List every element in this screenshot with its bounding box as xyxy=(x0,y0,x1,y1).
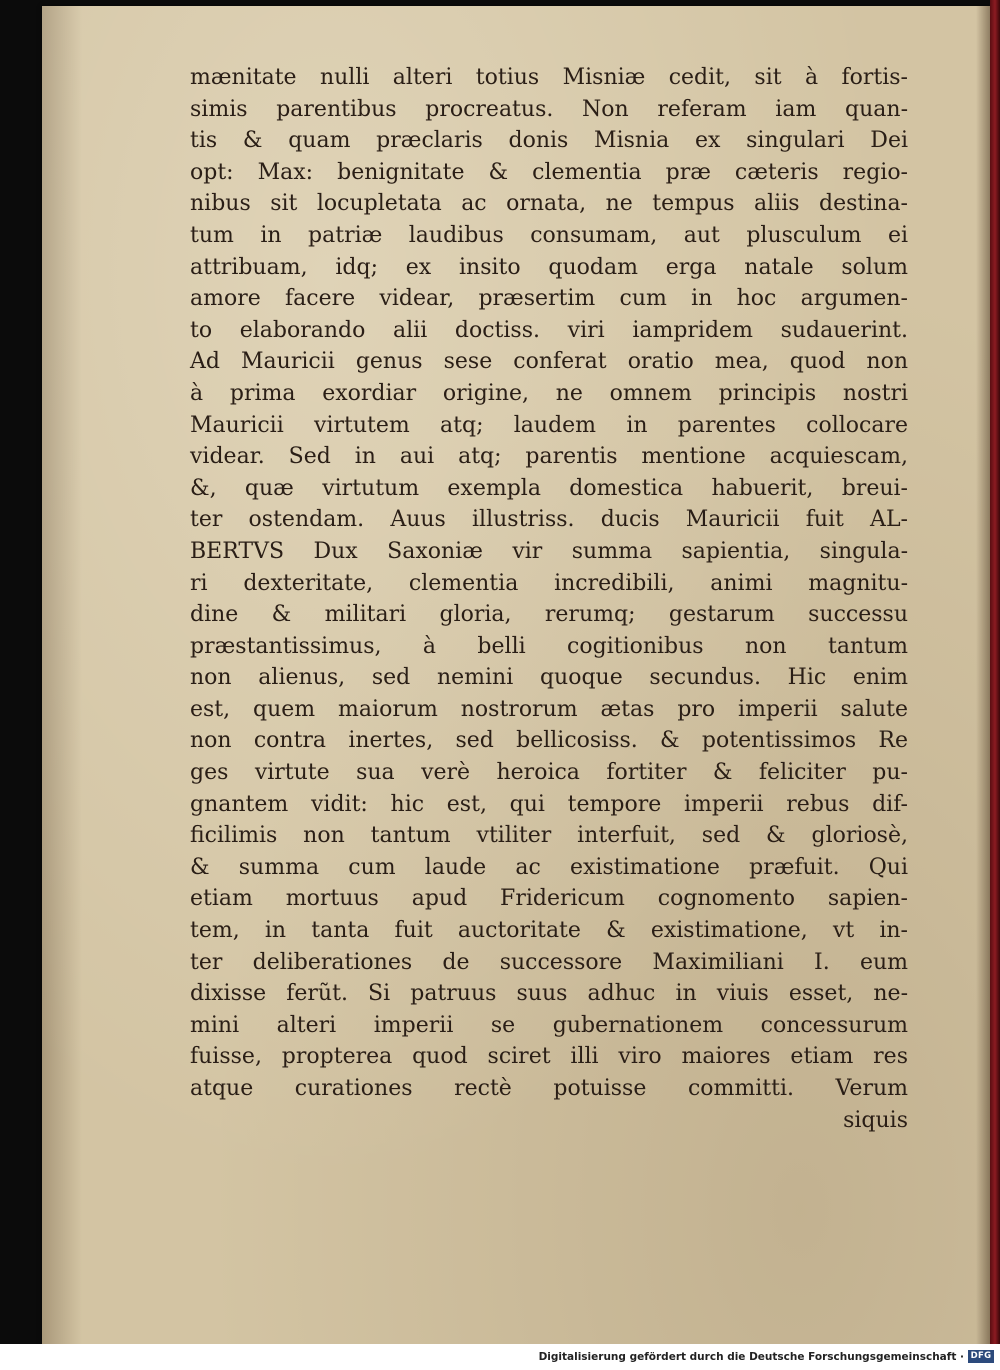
text-line-19: præstantissimus, à belli cogitionibus non tantum xyxy=(190,633,908,659)
text-line-11: à prima exordiar origine, ne omnem principis nostri xyxy=(190,380,908,406)
text-line-18: dine & militari gloria, rerumq; gestarum successu xyxy=(190,602,908,628)
text-line-20: non alienus, sed nemini quoque secundus. Hic enim xyxy=(190,665,908,691)
text-line-17: ri dexteritate, clementia incredibili, animi magnitu- xyxy=(190,570,908,596)
text-line-6: tum in patriæ laudibus consumam, aut plusculum ei xyxy=(190,222,908,248)
digitization-footer xyxy=(0,1344,1000,1370)
text-line-8: amore facere videar, præsertim cum in hoc argumen- xyxy=(190,286,908,312)
text-line-29: ter deliberationes de successore Maximiliani I. eum xyxy=(190,949,908,975)
page-text xyxy=(190,62,908,1136)
text-line-4: opt: Max: benignitate & clementia præ cæteris regio- xyxy=(190,159,908,185)
text-line-28: tem, in tanta fuit auctoritate & existimatione, vt in- xyxy=(190,918,908,944)
text-line-23: ges virtute sua verè heroica fortiter & feliciter pu- xyxy=(190,760,908,786)
book-binding-edge xyxy=(990,0,1000,1344)
text-line-33: atque curationes rectè potuisse committi. Verum xyxy=(190,1076,908,1101)
text-line-32: fuisse, propterea quod sciret illi viro maiores etiam res xyxy=(190,1044,908,1070)
text-line-1: mænitate nulli alteri totius Misniæ cedit, sit à fortis- xyxy=(190,65,908,90)
text-line-14: &, quæ virtutum exempla domestica habuerit, breui- xyxy=(190,475,908,501)
text-line-13: videar. Sed in aui atq; parentis mentione acquiescam, xyxy=(190,444,908,470)
text-line-12: Mauricii virtutem atq; laudem in parentes collocare xyxy=(190,412,908,438)
text-line-10: Ad Mauricii genus sese conferat oratio mea, quod non xyxy=(190,349,908,375)
catchword: siquis xyxy=(843,1107,908,1133)
text-line-15: ter ostendam. Auus illustriss. ducis Mauricii fuit AL- xyxy=(190,507,908,533)
text-line-31: mini alteri imperii se gubernationem concessurum xyxy=(190,1012,908,1038)
text-line-30: dixisse ferũt. Si patruus suus adhuc in viuis esset, ne- xyxy=(190,981,908,1007)
text-line-9: to elaborando alii doctiss. viri iampridem sudauerint. xyxy=(190,317,908,343)
text-line-22: non contra inertes, sed bellicosiss. & potentissimos Re xyxy=(190,728,908,754)
text-line-25: ficilimis non tantum vtiliter interfuit, sed & gloriosè, xyxy=(190,823,908,849)
text-line-3: tis & quam præclaris donis Misnia ex singulari Dei xyxy=(190,128,908,154)
text-line-24: gnantem vidit: hic est, qui tempore imperii rebus dif- xyxy=(190,791,908,817)
text-line-2: simis parentibus procreatus. Non referam iam quan- xyxy=(190,96,908,122)
text-line-26: & summa cum laude ac existimatione præfuit. Qui xyxy=(190,854,908,880)
page-edge-shadow xyxy=(976,6,990,1344)
text-line-27: etiam mortuus apud Fridericum cognomento sapien- xyxy=(190,886,908,912)
text-line-7: attribuam, idq; ex insito quodam erga natale solum xyxy=(190,254,908,280)
funding-credit: Digitalisierung gefördert durch die Deutsche Forschungsgemeinschaft · xyxy=(538,1351,964,1363)
text-line-5: nibus sit locupletata ac ornata, ne tempus aliis destina- xyxy=(190,191,908,217)
text-line-16: BERTVS Dux Saxoniæ vir summa sapientia, singula- xyxy=(190,538,908,564)
dfg-logo-icon: DFG xyxy=(968,1350,994,1363)
text-line-21: est, quem maiorum nostrorum ætas pro imperii salute xyxy=(190,696,908,722)
